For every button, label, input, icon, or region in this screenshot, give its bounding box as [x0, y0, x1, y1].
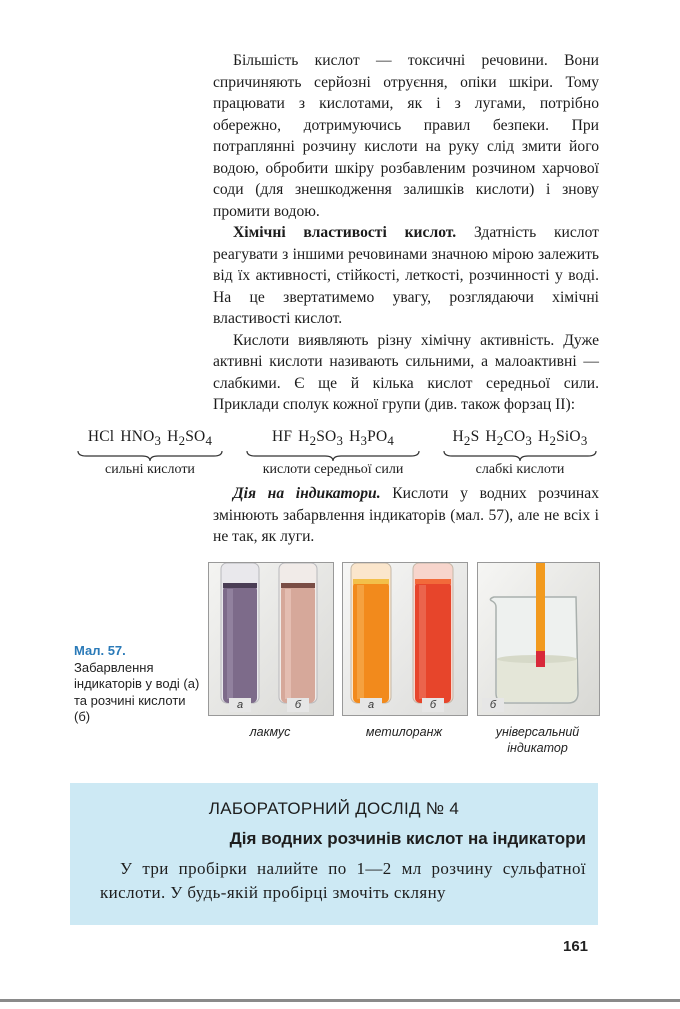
formula-hcl: HCl: [87, 428, 115, 445]
main-text-indicators: [213, 483, 599, 548]
photo-universal-indicator: [477, 562, 600, 716]
figure-number: Мал. 57.: [74, 643, 126, 658]
lab-subtitle: Дія водних розчинів кислот на індикатори: [229, 829, 586, 848]
formula-h2so3: $H_2SO_3$: [298, 428, 344, 449]
litmus-tubes-illustration: [209, 563, 333, 715]
label-methyl-orange: метилоранж: [365, 725, 443, 739]
tag-methyl-orange-a: а: [360, 698, 382, 712]
acid-group-medium: [238, 428, 428, 478]
tag-litmus-a: а: [229, 698, 251, 712]
acid-group-weak: [436, 428, 604, 478]
lab-experiment-box: [70, 783, 598, 925]
label-strong-acids: сильні кислоти: [105, 462, 195, 478]
paragraph-acid-strength: Кислоти виявляють різну хімічну активність. Дуже активні кислоти називають сильними, а малоактивні — слабкими. Є ще й кілька кислот середньої сили. Приклади сполук кожної групи (див. також форзац II):: [213, 331, 599, 413]
label-medium-acids: кислоти середньої сили: [262, 462, 404, 478]
weak-acid-formulas: [436, 428, 604, 449]
label-universal-indicator: [477, 724, 598, 756]
main-text-top: [213, 50, 599, 416]
lab-instructions: У три пробірки налийте по 1—2 мл розчину сульфатної кислоти. У будь-якій пробірці змочіть скляну: [100, 859, 586, 902]
formula-h2so4: $H_2SO_4$: [167, 428, 213, 449]
brace-weak: [442, 450, 598, 462]
brace-strong: [76, 450, 224, 462]
photo-litmus: [208, 562, 334, 716]
formula-h2s: $H_2S$: [452, 428, 480, 449]
label-universal-line2: індикатор: [507, 741, 568, 755]
paragraph-toxicity: Більшість кислот — токсичні речовини. Вони спричиняють серйозні отруєння, опіки шкіри. Тому працювати з кислотами, як і з лугами, потрібно обережно, дотримуючись правил безпеки. При потраплянні розчину кислоти на руку слід змити його водою, обробити шкіру розбавленим розчином харчової соди (для знешкодження залишків кислоти) і знову промити водою.: [213, 52, 599, 220]
universal-indicator-illustration: [478, 563, 599, 715]
heading-chemical-properties: Хімічні властивості кислот.: [233, 224, 457, 241]
formula-hno3: $HNO_3$: [120, 428, 162, 449]
figure-caption: [74, 643, 204, 726]
medium-acid-formulas: [238, 428, 428, 449]
acid-group-strong: [70, 428, 230, 478]
formula-h3po4: $H_3PO_4$: [349, 428, 395, 449]
label-universal-line1: універсальний: [495, 725, 580, 739]
page-number: 161: [563, 938, 589, 955]
bottom-divider: [0, 999, 680, 1002]
formula-h2sio3: $H_2SiO_3$: [538, 428, 588, 449]
paragraph-chemical-properties: [213, 222, 599, 330]
chemical-properties-body: Здатність кислот реагувати з іншими речовинами значною мірою залежить від їх активності, стійкості, леткості, розчинності у воді. На це звертатимемо увагу, розглядаючи хімічні властивості кислот.: [213, 224, 599, 327]
label-weak-acids: слабкі кислоти: [475, 462, 565, 478]
label-litmus: лакмус: [249, 725, 291, 739]
formula-h2co3: $H_2CO_3$: [485, 428, 533, 449]
tag-litmus-b: б: [287, 698, 309, 712]
paragraph-indicators: [213, 483, 599, 548]
photo-methyl-orange: [342, 562, 468, 716]
strong-acid-formulas: [70, 428, 230, 449]
brace-medium: [245, 450, 421, 462]
tag-methyl-orange-b: б: [422, 698, 444, 712]
figure-caption-text: Забарвлення індикаторів у воді (а) та розчині кислоти (б): [74, 659, 200, 724]
formula-hf: HF: [271, 428, 293, 445]
methyl-orange-tubes-illustration: [343, 563, 467, 715]
tag-universal-b: б: [482, 698, 504, 712]
heading-indicators: Дія на індикатори.: [233, 485, 381, 502]
lab-title: ЛАБОРАТОРНИЙ ДОСЛІД № 4: [208, 799, 460, 818]
indicators-body: Кислоти у водних розчинах змінюють забарвлення індикаторів (мал. 57), але не всіх і не так, як луги.: [213, 485, 599, 545]
